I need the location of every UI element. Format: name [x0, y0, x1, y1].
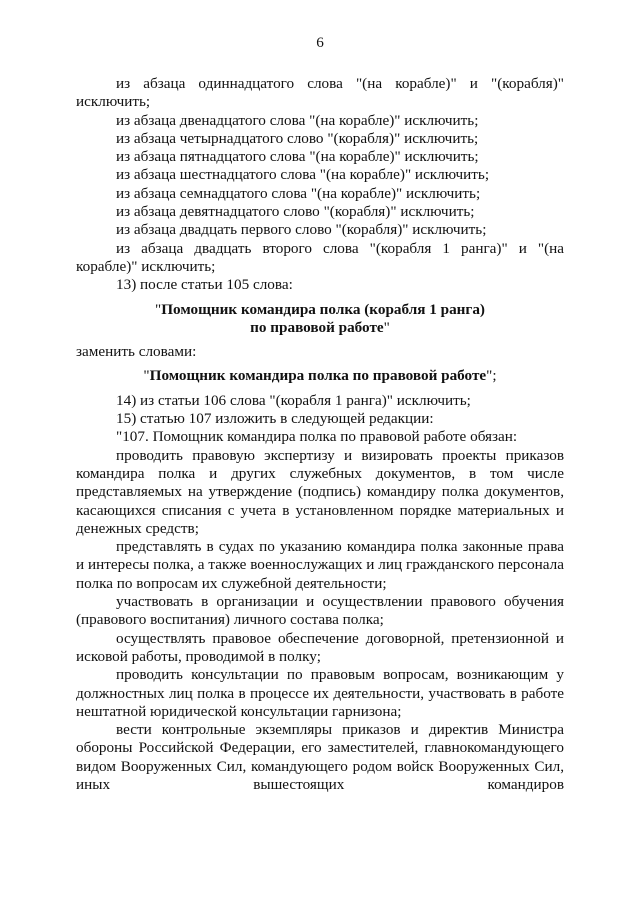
quoted-heading-original-cont [76, 319, 564, 337]
paragraph: из абзаца девятнадцатого слово "(корабля)" исключить; [116, 203, 475, 221]
paragraph: из абзаца пятнадцатого слова "(на корабле)" исключить; [116, 148, 479, 166]
paragraph: осуществлять правовое обеспечение договорной, претензионной и исковой работы, проводимой в полку; [76, 629, 564, 665]
paragraph: представлять в судах по указанию командира полка законные права и интересы полка, а также военнослужащих и лиц гражданского персонала полка по вопросам их служебной деятельности; [76, 538, 564, 592]
paragraph: 14) из статьи 106 слова "(корабля 1 ранга)" исключить; [116, 391, 471, 409]
paragraph: проводить консультации по правовым вопросам, возникающим у должностных лиц полка в процессе их деятельности, участвовать в работе нештатной юридической консультации гарнизона; [76, 666, 564, 720]
paragraph: 13) после статьи 105 слова: [116, 276, 293, 294]
quoted-heading-original [76, 301, 564, 319]
paragraph: из абзаца одиннадцатого слова "(на корабле)" и "(корабля)" исключить; [76, 75, 564, 111]
paragraph: 15) статью 107 изложить в следующей редакции: [116, 410, 434, 428]
paragraph: "107. Помощник командира полка по правовой работе обязан: [116, 428, 518, 446]
quote-mark: "; [486, 367, 497, 385]
page-number: 6 [316, 34, 324, 51]
quoted-heading-line: Помощник командира полка (корабля 1 ранга) [161, 300, 485, 318]
quote-mark: " [155, 300, 162, 318]
quoted-heading-line: Помощник командира полка по правовой работе [149, 367, 487, 385]
paragraph: из абзаца двадцать второго слова "(корабля 1 ранга)" и "(на корабле)" исключить; [76, 239, 564, 275]
paragraph: участвовать в организации и осуществлении правового обучения (правового воспитания) личного состава полка; [76, 593, 564, 629]
paragraph: заменить словами: [76, 343, 197, 361]
paragraph: из абзаца семнадцатого слова "(на корабле)" исключить; [116, 184, 481, 202]
document-body [76, 75, 564, 794]
paragraph: проводить правовую экспертизу и визировать проекты приказов командира полка и других служебных документов, в том числе представляемых на утверждение (подпись) командиру полка документов, касающихся списания с учета в установленном порядке материальных и денежных средств; [76, 446, 564, 537]
quoted-heading-new [76, 367, 564, 385]
paragraph: из абзаца двенадцатого слова "(на корабле)" исключить; [116, 111, 479, 129]
paragraph: из абзаца шестнадцатого слова "(на корабле)" исключить; [116, 166, 490, 184]
paragraph: из абзаца двадцать первого слово "(корабля)" исключить; [116, 221, 487, 239]
quote-mark: " [383, 318, 390, 336]
paragraph: из абзаца четырнадцатого слово "(корабля)" исключить; [116, 129, 479, 147]
paragraph: вести контрольные экземпляры приказов и директив Министра обороны Российской Федерации, его заместителей, главнокомандующего видом Вооруженных Сил, командующего родом войск Вооруженных Сил, иных вышестоящих командиров [76, 721, 564, 793]
quoted-heading-line: по правовой работе [250, 318, 384, 336]
quote-mark: " [143, 367, 150, 385]
